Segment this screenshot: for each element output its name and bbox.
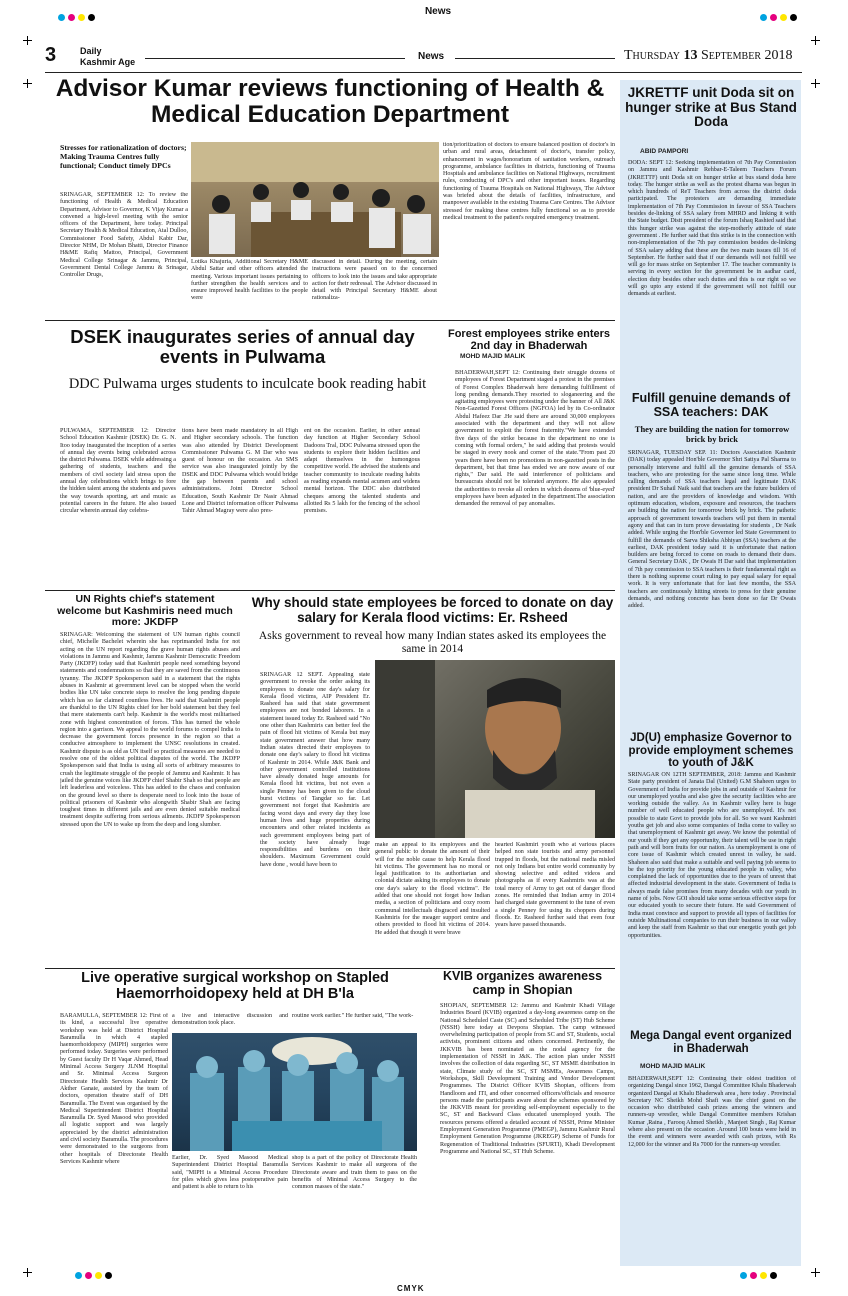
- meeting-photo-image: [191, 142, 439, 257]
- top-section-label: News: [424, 6, 452, 17]
- forest-byline: MOHD MAJID MALIK: [460, 353, 526, 360]
- rsheed-col-3: hearted Kashmiri youth who at various places helped non state tourists and army personnel trapped in floods, but the national media misled not only Indians but entire world community by showing selective and edited videos and photographs as if every Kashmiris was at the total mercy of Army to get out of danger flood zones. He reminded that Indian army in 2014 had charged state government to the tune of even a single Penney for using its choppers during floods. Er. Rasheed further said that even four years have passed thousands.: [495, 842, 615, 929]
- dak-body: SRINAGAR, TUESDAY SEP. 11: Doctors Association Kashmir (DAK) today appealed Hon'ble Governor Shri Satiya Pal Sharma to personally intervene and fulfil all the genuine demands of SSA teachers, who are protesting for the same since long time. While calling demands of SSA teachers legal and legitimate DAK president Dr Suhail Naik said that teachers are the future builders of nation, and are the providers of knowledge and wisdom. With optimum education, wisdom, exposure and resources, the teachers are building the nation for tomorrow brick by brick. The pathetic approach of government towards teachers will put them in mental agony and that can in turn prove devastating for students , Dr Naik added. While urging the Hon'ble Governor led State Government to fulfill the demands of Sarva Shiksha Abhiyan (SSA) teachers at the earliest, DAK president today said it is unfortunate that nation builders are being forced to come on roads to demand their dues. General Secretary DAK , Dr Owais H Dar said that implementation of 7th pay commission to SSA teachers is their fundamental right as there is nothing supreme court ruling to pay equal salary for equal work. It is very unfortunate that for last few months, the SSA teachers are continuously hitting streets to press for their genuine demands, and nothing concrete has been done so far Dr Owais added.: [628, 450, 796, 610]
- dsek-col-3: ent on the occasion. Earlier, in other annual day function at Higher Secondary School Dadoora Tral, DDC Pulwama stressed upon the students to explore their hidden facilities and adapt themselves in the humongous competitive world. He advised the students and teacher community to inculcate reading habits as reading expands mental acumen and widens mental horizon. The DDC also distributed cheques among the talented students and allotted Rs 5 lakh for the fencing of the school premises.: [304, 428, 420, 515]
- surgical-headline: Live operative surgical workshop on Stapled Haemorrhoidopexy held at DH B'la: [81, 970, 389, 1002]
- rsheed-deck: Asks government to reveal how many Indian states asked its employees the same in 2014: [258, 630, 607, 655]
- lead-col-4: tion/prioritization of doctors to ensure balanced position of doctor's in urban and rural areas, detachment of doctor's, transfer policy, enhancement in wages/honorarium of sanitation workers, outreach programme, ambulance facilities in districts, functioning of Trauma Hospitals and ambulance facilities on National Highways, recruitment rules, conducting of DPC's and other important issues. Regarding functioning of Trauma Hospitals on National Highways, The Advisor was briefed about the details of facilities, infrastructure, and manpower available in the existing Trauma Care Centres. The Advisor stressed for making these centres fully functional so as to provide medical treatment to the patient's required emergency treatment.: [443, 142, 615, 221]
- rule-lead-bottom: [45, 320, 615, 321]
- registration-mark-icon: [23, 79, 32, 88]
- rule-mid: [45, 590, 615, 591]
- dsek-headline: DSEK inaugurates series of annual day events in Pulwama: [70, 326, 415, 367]
- rsheed-headline: Why should state employees be forced to donate on day salary for Kerala flood victims: Er. Rsheed: [251, 595, 614, 625]
- jdu-headline: JD(U) emphasize Governor to provide employment schemes to youth of J&K: [628, 732, 794, 769]
- registration-mark-icon: [811, 1268, 820, 1277]
- date-num: 13: [683, 48, 698, 63]
- dsek-col-2: tions have been made mandatory in all High and Higher secondary schools. The function was also attended by District Development Commissioner Pulwama G. M Dar who was guest of honour on the occasion. An SMS service was also inaugurated jointly by the DSEK and DDC Pulwama which would bridge the gap between parents and school administrations. Joint Director School Education, South Kashmir Dr Nasir Ahmad Lone and District information officer Pulwama Tahir Ahmad Magray were also pres-: [182, 428, 298, 515]
- page-number: 3: [45, 44, 57, 66]
- dsek-col-1: PULWAMA, SEPTEMBER 12: Director School Education Kashmir (DSEK) Dr. G. N. Itoo today inaugurated the inception of a series of annual day events being celebrated across the district Pulwama. DSEK while addressing a gathering of students, teachers and the members of civil society laid stress upon the annual day celebrations which brings to fore the hidden talent among the students and paves the way towards sporting, art and music as potential careers in the future. He also issued circular wherein annual day celebra-: [60, 428, 176, 515]
- paper-name-1: Daily: [80, 46, 102, 56]
- color-bar-bottom-left: [75, 1272, 112, 1279]
- registration-mark-icon: [811, 36, 820, 45]
- date-day: Thursday: [624, 48, 680, 63]
- paper-name-2: Kashmir Age: [80, 57, 136, 67]
- surgery-photo: [172, 1033, 417, 1151]
- surgery-photo-image: [172, 1033, 417, 1151]
- lead-col-3: discussed in detail. During the meeting, certain instructions were passed on to the concerned officers to look into the issues and take appropriate action for their redressal. The Advisor discussed in detail with Principal Secretary H&ME about rationaliza-: [312, 259, 437, 302]
- forest-headline: Forest employees strike enters 2nd day in Bhaderwah: [447, 328, 611, 352]
- registration-mark-icon: [811, 79, 820, 88]
- surgical-col-2: a live and interactive discussion and demonstration took place.: [172, 1013, 288, 1027]
- lead-deck: Stresses for rationalization of doctors; Making Trauma Centres fully functional; Conduct timely DPCs: [60, 143, 187, 170]
- kvib-headline: KVIB organizes awareness camp in Shopian: [442, 969, 603, 997]
- dangal-body: BHADERWAH,SEPT 12: Continuing their oldest tradition of organizing Dangal since 1962, Dangal Committee Khalu Bhaderwah organized Dangal at Khalu Bhaderwah area , here today . Provincial Secretary NC Sheikh Mohd Shafi was the chief guest on the occasion who distributed cash prizes among the winners and runners-up wrestler, while Dangal Committee members Krishan Kumar ,Raina , Farooq Ahmed Sheikh , Manjeet Singh , Raj Kumar where also present on the occasion .Around 100 bouts were held in the event and winners were awarded with cash prizes, with Rs 12,000 for the winner and Rs 7000 for the runners-up wrestler.: [628, 1076, 796, 1148]
- header-rule-right: [455, 58, 615, 59]
- un-body: SRINAGAR: Welcoming the statement of UN human rights council chief, Michelle Bachelet wherein she has reprimanded India for not acting on the UN report regarding the grave human rights abuses and violations in Jammu and Kashmir, Jammu Kashmir Democratic Freedom Party (JKDFP) today said that Kashmiri people need something beyond statements and condemnations so that they are saved from the continuous tyranny. The JKDFP Spokesperson said in a statement that the rights abuses in Kashmir at government level can be stopped when the world bodies like UN take concrete steps to resolve the long pending dispute which has so far claimed countless lives. He said that Kashmiri people are thankful to the UN Rights chief for her bold statement but they feel that mere statements can't help. Kashmir is the world's most militarised zone with highest concentration of forces. This has turned the whole region into a garrison. We appeal to the world forums to compel India to decrease the government forces presence in the region so that a conducive atmosphere to implement the UNSC resolutions in created. Kashmir dispute is as old as UN itself so practical measures are needed to resolve one of the oldest political disputes of the world. The JKDFP Spokesperson said that India is using all sorts of arbitrary measures to crush the legitimate struggle of the people of Jammu and Kashmir. It has jailed the genuine voices like JKDFP chief Shabir Shah so that people are left leaderless and voiceless. This has added to the chaos and confusion on the ground level so there is desperate need to look into the issue of political prisoners of Kashmir who alongwith Shabir Shah are facing toughest times in different jails and are even denied suitable medical treatment despite suffering from serious ailments. JKDFP Spokesperson stressed upon the UN to wake up from the deep and long slumber.: [60, 632, 240, 828]
- rsheed-col-2: make an appeal to its employees and the general public to donate the amount of their will for the noble cause to help Kerala flood hit victims. The government has no moral or legal justification to its authoritarian and colonial dictate asking its employees to donate one day's salary to the flood victims". He added that one should not forget how Indian media, a section of politicians and cozy room communal intellectuals disgraced and insulted Kashmiris for the meager support centre and others provided to flood hit victims of 2014. He added that though it were brave: [375, 842, 490, 936]
- meeting-photo: [191, 142, 439, 257]
- jkrettf-body: DODA: SEPT 12: Seeking implementation of 7th Pay Commission on Jammu and Kashmir Rehbar-E-Taleem Teachers Forum (JKRETTF) unit Doda sit on hunger strike at bus stand doda here today. The hunger strike as well as the protest dharna was begun in which hundreds of ReT Teachers from across the district doda participated. The protesters are demanding immediate implementation of 7th Pay Commission in favour of SSA Teachers besides de-linking of SSA salary from MHRD and linking it with the State budget. Distt president of the forum Ishaq Rashied said that this hunger strike was against the step-motherly attitude of state government . He further said that this strike is in the connection with non-implementation of the 7th pay commission besides de-linking of SSA salary adding that these are the two main issues till 16 of September. He further said that if our demands will not fulfill we will go for mass strike on September 17. The teacher community is serving in every section for the government be in aadhar card, election duty besides other such duties and this is our right so we will go upto any extend if the government will not fulfill our demands at earliest.: [628, 160, 796, 298]
- dateline: [624, 48, 793, 64]
- surgical-col-1: BARAMULLA, SEPTEMBER 12: First of its kind, a successful live operative workshop was held at District Hospital Baramulla in which 4 stapled haemorrhoidopexy (MIPH) surgeries were performed today. Surgeries were performed by Guest faculty Dr H Vaqar Ahmed, Head Minimal Access Surgery JLNM Hospital and Sr. Minimal Access Surgeon Directorate Health Services Kashmir Dr Akther Ganaie, assisted by the team of doctors, operation theatre staff of DH Baramulla. The Event was organised by the Medical Superintendent District Hospital Baramulla Dr. Syed Masood who provided all logistic support and was largely appreciated by the district administration and civil society Baramulla. The procedures were demonstrated to the surgeons from other hospitals of Directorate Health Services Kashmir where: [60, 1013, 168, 1165]
- color-bar-top-left: [58, 14, 95, 21]
- forest-body: BHADERWAH,SEPT 12: Continuing their struggle dozens of employees of Forest Department staged a protest in the premises of Forest Complex Bhaderwah here demanding fulfillment of long pending demands.They resorted to sloganeering and the agitating employees were protesting under the banner of All J&K Non-Gazetted Forest Officers (NGFOA) led by its Co-ordinator Abdul Hafeez Dar .He said there are around 30,000 employees associated with the department and they will not allow government to exploit the forest fraternity."We have extended five days of the strike because in the department no one is coming with formal orders," he said adding that protests would be staged in every nook and corner of the state."From past 20 years there have been no promotions in non-gazetted posts in the department, but that time has ended we are now aware of our rights," Dar said. He said interference of politicians and bureaucrats should not be tolerated anymore. He also appealed the authorities to revoke all orders in which dozens of 'blue-eyed' employees have been adjusted in the department.The association demanded the removal of pay anomalies.: [455, 370, 615, 508]
- jkrettf-headline: JKRETTF unit Doda sit on hunger strike at Bus Stand Doda: [625, 85, 797, 129]
- lead-col-2: Lotika Khajuria, Additional Secretary H&ME Abdul Sattar and other officers attended the meeting. Various important issues pertaining to further strengthen the health services and to ensure improved health facilities to the people were: [191, 259, 308, 302]
- date-month: September: [700, 48, 761, 63]
- surgical-col-2b: Earlier, Dr. Syed Masood Medical Superintendent District Hospital Baramulla said, "MIPH is a Minimal Access Procedure for piles which gives less postoperative pain and patient is able to return to his: [172, 1155, 288, 1191]
- header-rule-left: [145, 58, 405, 59]
- lead-col-1: SRINAGAR, SEPTEMBER 12: To review the functioning of Health & Medical Education Department, Advisor to Governor, K Vijay Kumar a convened a high-level meeting with the senior officers of the Department, here today. Principal Secretary Health & Medical Education, Atal Dulloo, Commissioner Food Safety, Abdul Kabir Dar, Director NHM, Dr Mohan Bhatti, Director Finance H&ME Rafiq Mattoo, Principal, Government Medical College Srinagar & Jammu, Principal, Government Dental College Jammu & Srinagar, Controller Drugs,: [60, 192, 188, 279]
- rasheed-portrait: [375, 660, 615, 838]
- dak-headline: Fulfill genuine demands of SSA teachers: DAK: [631, 391, 791, 419]
- rasheed-portrait-image: [375, 660, 615, 838]
- registration-mark-icon: [23, 1268, 32, 1277]
- dangal-headline: Mega Dangal event organized in Bhaderwah: [630, 1030, 792, 1055]
- dak-deck: They are building the nation for tomorrow brick by brick: [634, 424, 790, 444]
- header-underline: [45, 72, 802, 73]
- cmyk-label: CMYK: [397, 1284, 425, 1293]
- surgical-col-3b: shop is a part of the policy of Directorate Health Services Kashmir to make all surgeons of the Directorate aware and train them to pass on the benefits of Minimal Access Surgery to the common masses of the state.": [292, 1155, 417, 1191]
- surgical-col-3: routine work earlier." He further said, "The work-: [292, 1013, 414, 1019]
- kvib-body: SHOPIAN, SEPTEMBER 12: Jammu and Kashmir Khadi Village Industries Board (KVIB) organized a day-long awareness camp on the National Scheduled Caste (SC) and Scheduled Tribe (ST) Hub Scheme (NSSH) here today at Devpora Shopian. The camp witnessed overwhelming participation of people from SC and ST, Students, social activists, prominent citizens and others concerned. Pertinently, the JKKVIB has been nominated as the nodal agency for the implementation of NSSH in J&K. The action plan under NSSH involves the collection of data regarding SC, ST MSME distribution in state, Climate study of the SC, ST MSMEs, Awareness Camps, Workshops, Skill Development Training and Vendor Development Programmes. The District Officer KVIB Shopian, officers from Handloom and ITI, and other concerned officers/officials and resource persons made the participants aware about the schemes sponsored by the JKKVIB meant for providing self-employment especially to the SC, ST and Backward Class educated unemployed youth. The resources persons offered a detailed account of NSSH, Prime Minister Employment Generation Programme (PMEGP), Jammu Kashmir Rural Employment Generation Programme (JKREGP) Scheme of Funds for Regeneration of Traditional Industries (SFURTI), Khadi Development Programme and National SC, ST Hub Scheme.: [440, 1003, 615, 1155]
- registration-mark-icon: [23, 36, 32, 45]
- color-bar-bottom-right: [740, 1272, 777, 1279]
- lead-headline: Advisor Kumar reviews functioning of Health & Medical Education Department: [55, 75, 605, 128]
- color-bar-top-right: [760, 14, 797, 21]
- dangal-byline: MOHD MAJID MALIK: [640, 1063, 706, 1070]
- section-label: News: [418, 51, 445, 62]
- rsheed-col-1: SRINAGAR 12 SEPT. Appealing state government to revoke the order asking its employees to donate one day's salary for Kerala flood victims, AIP President Er. Rasheed has said that state government employees are not bonded laborers. In a statement issued today Er. Rasheed said "No one other than Kashmiris can better feel the pain of flood hit victims of Kerala but may state government answer that how many Indian states directed their employees to donate one day's salary to flood hit victims of Kashmir in 2014. While J&K Bank and other government controlled institutions have already donated huge amounts for Kerala flood hit victims, but not even a single Penney has been given to the cloud burst victims of Tangdar so far. Let government not forget that Kashmiris are facing worst days and every day they lose human lives and huge properties during encounters and other related incidents as such government employees being part of the society have already huge responsibilities and burdens on their shoulders. Maximum Government could have done , would have been to: [260, 672, 370, 868]
- jkrettf-byline: ABID PAMPORI: [640, 148, 689, 155]
- jdu-body: SRINAGAR ON 12TH SEPTEMBER, 2018: Jammu and Kashmir State party president of Janata Dal (United) G.M Shaheen urges to Government of India for provide jobs in and outside of Kashmir for our unemployed youths and also give the security facilities who are working outside the valley. As in Kashmir valley here is huge number of well educated people who are unemployed. It's not possible to state Govt to provide jobs for all. So we want Kashmiri youths get job and also some companies of India come to valley so that unemployment of Kashmir get away. We know the potential of our youth if they get any opportunity, their talent will be use in right path and will born fruits for our nation. As unemployment is one of core issue of Kashmir which created unrest in valley, he said. Shaheen also said that make a suitable and well paying job seems to be the top priority for the young educated people in valley, who complained the lack of opportunities due to the years of unrest that affected industrial development in the state. Government of India is always made false promises from many decades with our youth in name of jobs. Now GOI should take some serious effective steps for our educated youth to secure their future. He said Government of India must convince and support to provide all types of facilities for outside Multinational companies to run their business in our valley and keep the staff from Kashmir so that our energetic youth get job opportunities.: [628, 772, 796, 939]
- dsek-deck: DDC Pulwama urges students to inculcate book reading habit: [68, 376, 427, 392]
- un-headline: UN Rights chief's statement welcome but Kashmiris need much more: JKDFP: [57, 593, 233, 628]
- date-year: 2018: [764, 48, 793, 63]
